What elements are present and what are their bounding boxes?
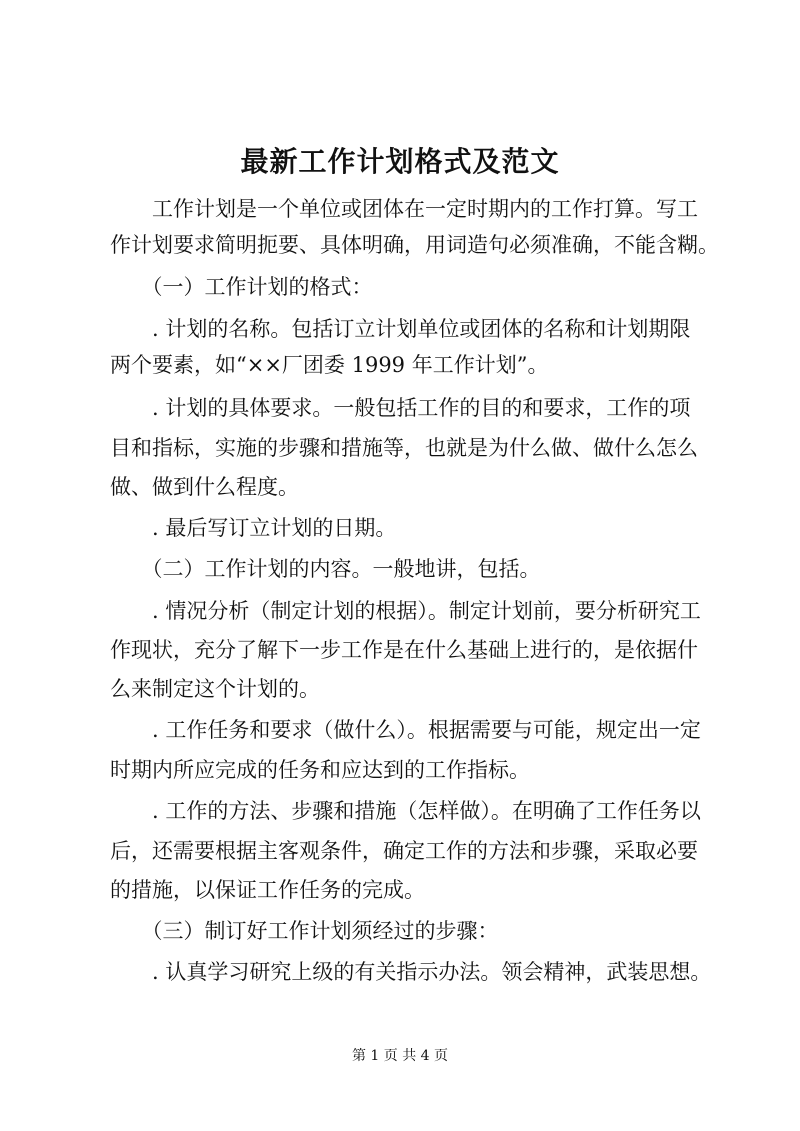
text-line: . 认真学习研究上级的有关指示办法。领会精神，武装思想。 [110, 960, 712, 984]
text-line: 的措施，以保证工作任务的完成。 [110, 878, 425, 902]
document-title: 最新工作计划格式及范文 [240, 145, 560, 178]
text-line: . 计划的名称。包括订立计划单位或团体的名称和计划期限 [110, 317, 691, 341]
text-line: （一）工作计划的格式： [110, 275, 373, 299]
text-line: 工作计划是一个单位或团体在一定时期内的工作打算。写工 [110, 197, 698, 221]
text-line: . 工作的方法、步骤和措施（怎样做）。在明确了工作任务以 [110, 799, 701, 823]
text-line: 作计划要求简明扼要、具体明确，用词造句必须准确，不能含糊。 [110, 233, 719, 257]
page-number-footer: 第 1 页 共 4 页 [351, 1048, 449, 1064]
text-line: 么来制定这个计划的。 [110, 677, 320, 701]
text-line: （二）工作计划的内容。一般地讲，包括。 [110, 557, 541, 581]
text-line: （三）制订好工作计划须经过的步骤： [110, 919, 499, 943]
text-line: 两个要素，如“××厂团委 1999 年工作计划”。 [110, 353, 549, 377]
text-line: . 工作任务和要求（做什么）。根据需要与可能，规定出一定 [110, 718, 701, 742]
text-line: 目和指标，实施的步骤和措施等，也就是为什么做、做什么怎么 [110, 436, 698, 460]
text-line: . 计划的具体要求。一般包括工作的目的和要求，工作的项 [110, 396, 691, 420]
text-line: 后，还需要根据主客观条件，确定工作的方法和步骤，采取必要 [110, 839, 698, 863]
text-line: 做、做到什么程度。 [110, 475, 299, 499]
text-line: . 最后写订立计划的日期。 [110, 516, 397, 540]
text-line: 时期内所应完成的任务和应达到的工作指标。 [110, 758, 530, 782]
text-line: 作现状，充分了解下一步工作是在什么基础上进行的，是依据什 [110, 638, 698, 662]
text-line: . 情况分析（制定计划的根据）。制定计划前，要分析研究工 [110, 599, 701, 623]
